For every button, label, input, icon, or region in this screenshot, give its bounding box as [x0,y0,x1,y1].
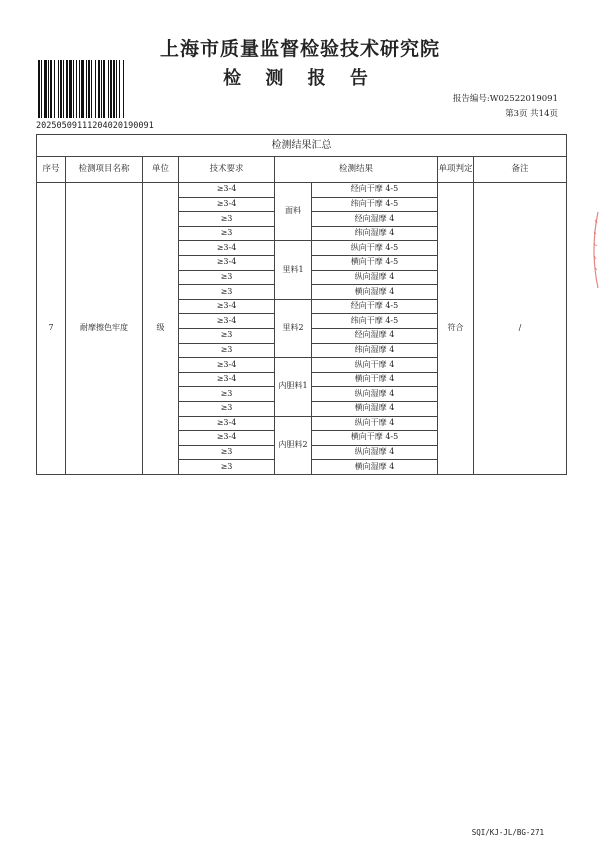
requirement-cell: ≥3 [179,387,275,402]
barcode-bar [81,60,84,118]
remark-cell: / [474,183,567,475]
barcode-bar [119,60,120,118]
footer-code: SQI/KJ-JL/BG-271 [471,828,544,837]
material-cell: 面料 [275,183,312,241]
result-cell: 纵向湿摩 4 [312,387,438,402]
red-stamp-edge [586,210,600,290]
material-cell: 里料1 [275,241,312,299]
barcode-bar [63,60,64,118]
report-number: 报告编号:W02522019091 [452,94,558,104]
requirement-cell: ≥3 [179,285,275,300]
item-name-cell: 耐摩擦色牢度 [66,183,143,475]
result-cell: 纵向干摩 4 [312,358,438,373]
result-cell: 经向干摩 4-5 [312,299,438,314]
col-requirement-header: 技术要求 [179,157,275,183]
requirement-cell: ≥3 [179,328,275,343]
document-title: 检 测 报 告 [223,68,377,89]
result-cell: 纵向湿摩 4 [312,270,438,285]
barcode-bar [73,60,74,118]
col-item-name-header: 检测项目名称 [66,157,143,183]
barcode-bar [110,60,112,118]
result-cell: 经向湿摩 4 [312,328,438,343]
barcode-number: 20250509111204020190091 [36,121,154,131]
barcode-bar [58,60,59,118]
barcode-bar [86,60,87,118]
result-cell: 横向干摩 4 [312,372,438,387]
col-unit-header: 单位 [143,157,179,183]
requirement-cell: ≥3 [179,401,275,416]
barcode-bar [95,60,96,118]
barcode-bar [98,60,100,118]
barcode-bar [123,60,124,118]
col-verdict-header: 单项判定 [438,157,474,183]
barcode-bar [54,60,55,118]
requirement-cell: ≥3 [179,343,275,358]
requirement-cell: ≥3-4 [179,358,275,373]
barcode-bar [69,60,72,118]
barcode-bar [101,60,102,118]
barcode-bar [66,60,68,118]
requirement-cell: ≥3 [179,445,275,460]
unit-cell: 级 [143,183,179,475]
result-cell: 纵向干摩 4 [312,416,438,431]
barcode [38,60,152,118]
col-seq-header: 序号 [37,157,66,183]
barcode-bar [76,60,77,118]
material-cell: 里料2 [275,299,312,357]
material-cell: 内胆料1 [275,358,312,416]
result-cell: 经向湿摩 4 [312,212,438,227]
barcode-bar [88,60,90,118]
requirement-cell: ≥3-4 [179,314,275,329]
requirement-cell: ≥3-4 [179,416,275,431]
col-result-header: 检测结果 [275,157,438,183]
col-remark-header: 备注 [474,157,567,183]
requirement-cell: ≥3 [179,460,275,475]
barcode-bar [91,60,92,118]
barcode-bar [113,60,115,118]
requirement-cell: ≥3-4 [179,183,275,198]
requirement-cell: ≥3-4 [179,241,275,256]
verdict-cell: 符合 [438,183,474,475]
requirement-cell: ≥3 [179,226,275,241]
requirement-cell: ≥3 [179,270,275,285]
table-caption: 检测结果汇总 [37,135,567,157]
requirement-cell: ≥3-4 [179,299,275,314]
result-cell: 纬向干摩 4-5 [312,314,438,329]
results-table [36,134,567,475]
barcode-bar [60,60,62,118]
result-cell: 纬向湿摩 4 [312,226,438,241]
barcode-bar [116,60,117,118]
requirement-cell: ≥3 [179,212,275,227]
result-cell: 横向干摩 4-5 [312,255,438,270]
page-info: 第3页 共14页 [505,109,558,119]
seq-cell: 7 [37,183,66,475]
barcode-bar [79,60,80,118]
result-cell: 纬向干摩 4-5 [312,197,438,212]
barcode-bar [103,60,105,118]
result-cell: 纵向干摩 4-5 [312,241,438,256]
requirement-cell: ≥3-4 [179,431,275,446]
barcode-bar [50,60,52,118]
table-row [37,183,567,198]
result-cell: 经向干摩 4-5 [312,183,438,198]
material-cell: 内胆料2 [275,416,312,474]
requirement-cell: ≥3-4 [179,197,275,212]
result-cell: 横向湿摩 4 [312,285,438,300]
result-cell: 横向湿摩 4 [312,460,438,475]
result-cell: 纵向湿摩 4 [312,445,438,460]
barcode-bar [108,60,109,118]
barcode-bar [41,60,42,118]
requirement-cell: ≥3-4 [179,255,275,270]
barcode-bar [38,60,40,118]
result-cell: 纬向湿摩 4 [312,343,438,358]
institute-name: 上海市质量监督检验技术研究院 [159,38,440,60]
result-cell: 横向湿摩 4 [312,401,438,416]
barcode-bar [48,60,49,118]
requirement-cell: ≥3-4 [179,372,275,387]
barcode-bar [44,60,47,118]
result-cell: 横向干摩 4-5 [312,431,438,446]
